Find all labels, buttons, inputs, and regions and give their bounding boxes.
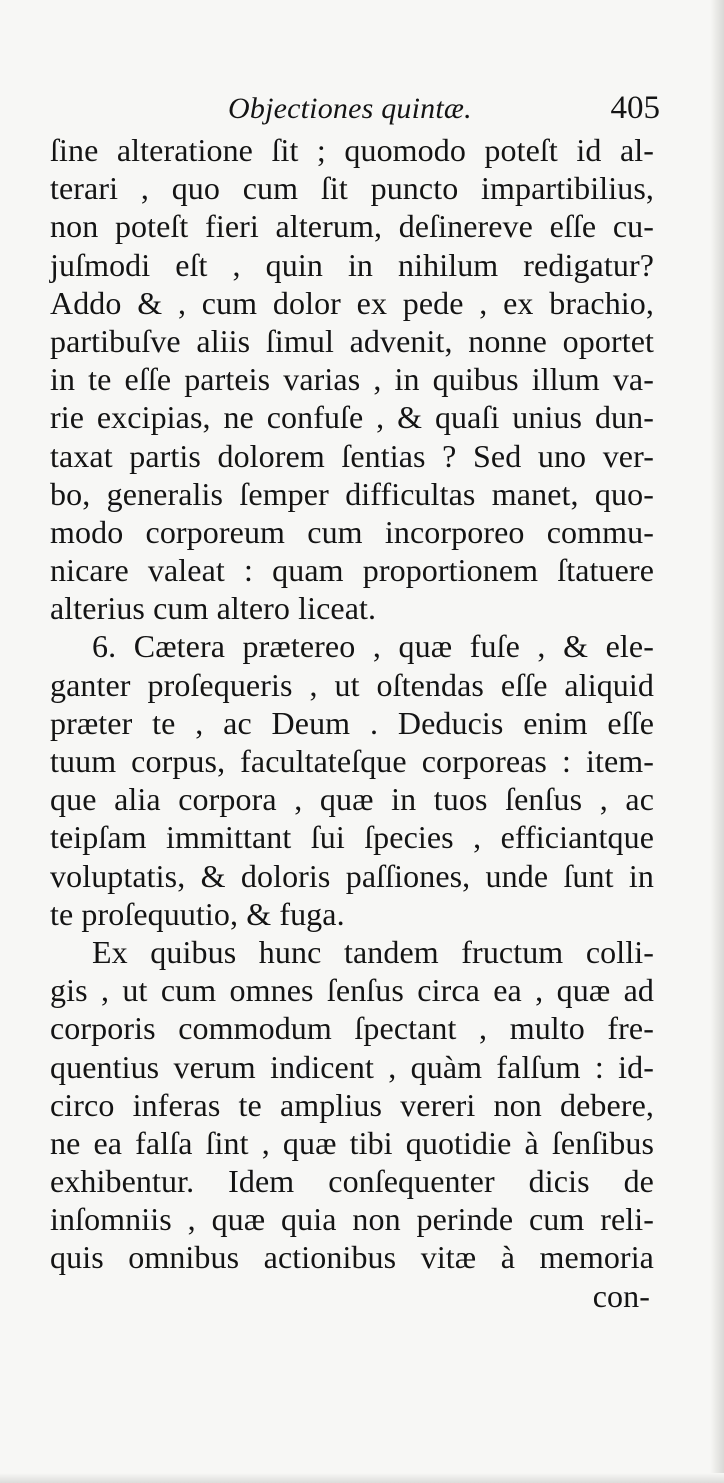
paragraph-start-line: 6. Cætera prætereo , quæ fuſe , & ele- xyxy=(92,628,654,665)
text-line: partibuſve aliis ſimul advenit, nonne oportet xyxy=(50,322,654,359)
text-line: corporis commodum ſpectant , multo fre- xyxy=(50,1010,654,1047)
text-line: gis , ut cum omnes ſenſus circa ea , quæ ad xyxy=(50,972,654,1009)
text-line: nicare valeat : quam proportionem ſtatuere xyxy=(50,552,654,589)
text-line: Addo & , cum dolor ex pede , ex brachio, xyxy=(50,284,654,321)
text-line: inſomniis , quæ quia non perinde cum reli- xyxy=(50,1201,654,1238)
text-line: te proſequutio, & fuga. xyxy=(50,895,345,932)
text-line: non poteſt fieri alterum, deſinereve eſſe cu- xyxy=(50,208,654,245)
text-line: ſine alteratione ſit ; quomodo poteſt id al- xyxy=(50,132,654,168)
text-line: taxat partis dolorem ſentias ? Sed uno ver- xyxy=(50,437,654,474)
text-line: terari , quo cum ſit puncto impartibilius, xyxy=(50,170,654,207)
running-title: Objectiones quintæ. xyxy=(228,92,472,125)
text-line: teipſam immittant ſui ſpecies , efficiantque xyxy=(50,819,654,856)
text-line: que alia corpora , quæ in tuos ſenſus , ac xyxy=(50,781,654,818)
paragraph-start-line: Ex quibus hunc tandem fructum colli- xyxy=(92,933,654,970)
text-line: quis omnibus actionibus vitæ à memoria xyxy=(50,1239,654,1276)
text-line: alterius cum altero liceat. xyxy=(50,590,377,627)
catchword: con- xyxy=(592,1277,650,1314)
text-line: ne ea falſa ſint , quæ tibi quotidie à ſenſibus xyxy=(50,1124,654,1161)
text-line: in te eſſe parteis varias , in quibus illum va- xyxy=(50,361,654,398)
body-text xyxy=(50,131,654,1315)
text-line: rie excipias, ne confuſe , & quaſi unius dun- xyxy=(50,399,654,436)
text-line: circo inferas te amplius vereri non debere, xyxy=(50,1086,654,1123)
text-line: præter te , ac Deum . Deducis enim eſſe xyxy=(50,704,654,741)
text-line: voluptatis, & doloris paſſiones, unde ſunt in xyxy=(50,857,654,894)
text-line: juſmodi eſt , quin in nihilum redigatur? xyxy=(50,246,654,283)
text-line: ganter proſequeris , ut oſtendas eſſe aliquid xyxy=(50,666,654,703)
page-number: 405 xyxy=(610,90,660,126)
text-line: quentius verum indicent , quàm falſum : id- xyxy=(50,1048,654,1085)
text-line: modo corporeum cum incorporeo commu- xyxy=(50,513,654,550)
text-line: tuum corpus, facultateſque corporeas : item- xyxy=(50,743,654,779)
text-line: bo, generalis ſemper difficultas manet, quo- xyxy=(50,475,654,512)
page-edge-shadow xyxy=(710,0,724,1483)
text-line: exhibentur. Idem conſequenter dicis de xyxy=(50,1163,654,1200)
page-bottom-shadow xyxy=(0,1473,724,1483)
